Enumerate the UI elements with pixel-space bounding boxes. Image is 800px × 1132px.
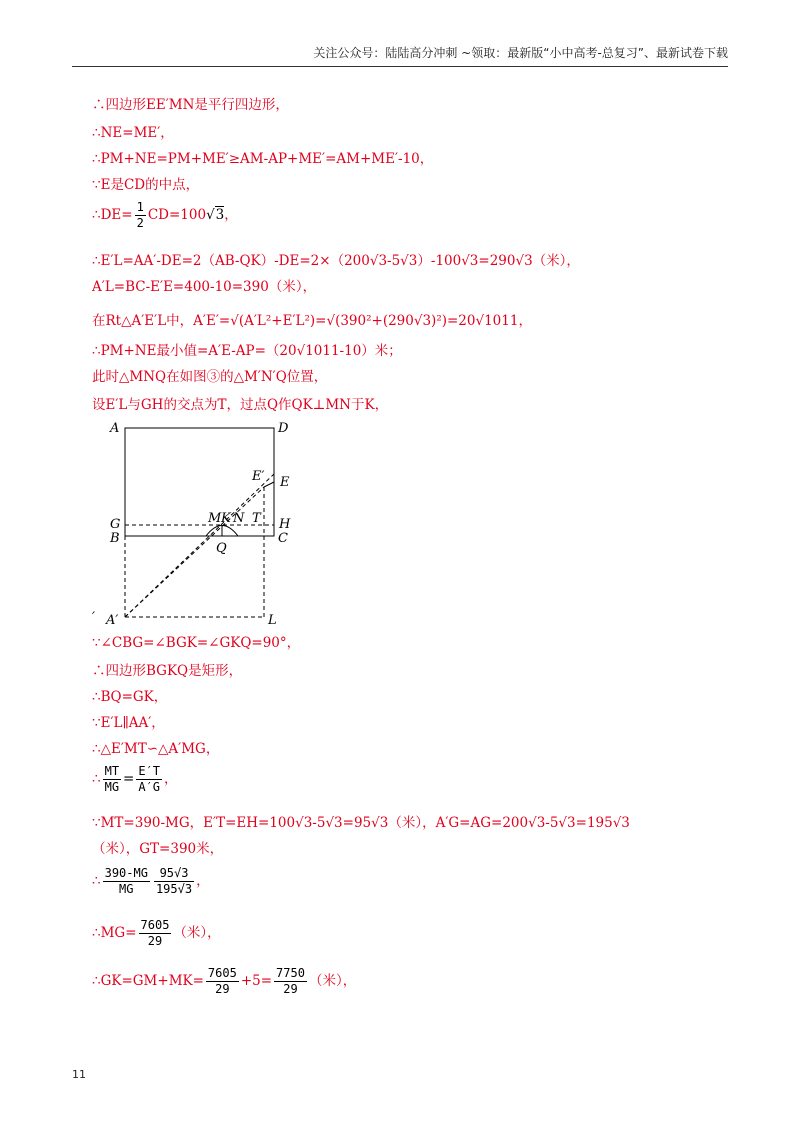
formula-line-proportion (92, 866, 210, 897)
text-line: ∵MT=390-MG，E′T=EH=100√3-5√3=95√3（米），A′G=AG=200√3-5√3=195√3 (92, 815, 630, 831)
label-e: E (280, 475, 290, 490)
formula-tail: ， (224, 207, 238, 223)
sqrt-sign: √ (206, 207, 215, 223)
fraction-denominator: 195√3 (155, 882, 193, 896)
fraction (154, 866, 194, 897)
label-a-prime: A′ (106, 613, 119, 628)
formula-body: CD=100 (147, 207, 207, 223)
text-line: ∵∠CBG=∠BGK=∠GKQ=90°， (92, 635, 301, 651)
sqrt-radicand: 3 (215, 207, 225, 223)
label-h: H (279, 517, 291, 532)
label-n: N (233, 511, 245, 526)
text-line: ∴四边形EE′MN是平行四边形， (92, 97, 289, 113)
label-m: M (208, 511, 222, 526)
formula-line-ratio (92, 764, 178, 795)
formula-line-gk (92, 966, 356, 997)
fraction-numerator: 7605 (140, 918, 170, 932)
formula-tail: ， (164, 771, 178, 787)
formula-tail: （米）， (173, 925, 221, 941)
fraction-numerator: 7750 (276, 966, 305, 980)
text-line: ∴PM+NE=PM+ME′≥AM-AP+ME′=AM+ME′-10， (92, 151, 434, 167)
formula-line-de (92, 200, 238, 231)
label-prime-mark: ′ (92, 610, 95, 625)
fraction-denominator: A′G (138, 780, 161, 794)
text-line: ∴四边形BGKQ是矩形， (92, 663, 243, 679)
label-g: G (110, 517, 121, 532)
fraction (274, 966, 307, 997)
fraction-numerator: 1 (136, 200, 144, 214)
fraction-denominator: 29 (147, 934, 163, 948)
label-d: D (278, 421, 289, 436)
label-e-prime: E′ (252, 469, 265, 484)
text-line: （米），GT=390米， (92, 841, 224, 857)
text-line: ∴BQ=GK， (92, 689, 168, 705)
geometry-figure (88, 412, 318, 634)
text-line: ∵E是CD的中点， (92, 177, 200, 193)
formula-tail: ， (196, 873, 210, 889)
text-line: 在Rt△A′E′L中，A′E′=√(A′L²+E′L²)=√(390²+(290√3)²)=20√1011， (92, 313, 532, 329)
label-a: A (110, 421, 120, 436)
page-number: 11 (72, 1068, 86, 1081)
fraction (135, 200, 146, 231)
line-e-prime-e (264, 482, 274, 487)
text-line: 设E′L与GH的交点为T，过点Q作QK⊥MN于K， (92, 397, 389, 413)
text-line: ∵E′L∥AA′， (92, 715, 165, 731)
label-q: Q (216, 541, 227, 556)
fraction-denominator: MG (119, 882, 134, 896)
fraction (103, 866, 150, 897)
label-k: K (221, 511, 231, 526)
formula-prefix: ∴DE= (92, 207, 133, 223)
label-c: C (278, 531, 288, 546)
fraction-numerator: 7605 (207, 966, 237, 980)
formula-mid: +5= (240, 973, 273, 989)
text-line: ∴△E′MT∽△A′MG， (92, 741, 220, 757)
fraction-numerator: E′T (138, 764, 161, 778)
formula-prefix: ∴ (92, 771, 101, 787)
fraction-numerator: 95√3 (154, 866, 194, 882)
text-line: ∴PM+NE最小值=A′E-AP=（20√1011-10）米； (92, 343, 402, 359)
fraction-denominator: 2 (136, 216, 144, 230)
text-line: ∴NE=ME′， (92, 125, 174, 141)
page-header: 关注公众号：陆陆高分冲刺 ~领取：最新版“小中高考-总复习”、最新试卷下载 (313, 46, 728, 60)
formula-prefix: ∴MG= (92, 925, 137, 941)
fraction-denominator: 29 (283, 982, 298, 996)
fraction-denominator: 29 (215, 982, 230, 996)
fraction (103, 764, 121, 795)
fraction-numerator: MT (104, 764, 120, 778)
fraction-denominator: MG (104, 780, 120, 794)
fraction-numerator: 390-MG (104, 866, 148, 880)
text-line: A′L=BC-E′E=400-10=390（米）， (92, 279, 317, 295)
header-divider (72, 66, 728, 67)
line-a-prime-e-prime (125, 487, 264, 617)
label-b: B (110, 531, 120, 546)
formula-prefix: ∴ (92, 873, 101, 889)
fraction (136, 764, 162, 795)
label-t: T (252, 511, 261, 526)
label-l: L (268, 613, 277, 628)
text-line: ∴E′L=AA′-DE=2（AB-QK）-DE=2×（200√3-5√3）-100√3=290√3（米）， (92, 253, 580, 269)
fraction (206, 966, 239, 997)
text-line: 此时△MNQ在如图③的△M′N′Q位置， (92, 369, 328, 385)
formula-line-mg (92, 918, 221, 949)
fraction (139, 918, 172, 949)
formula-prefix: ∴GK=GM+MK= (92, 973, 204, 989)
formula-tail: （米）， (308, 973, 357, 989)
equals-sign: = (123, 771, 135, 787)
